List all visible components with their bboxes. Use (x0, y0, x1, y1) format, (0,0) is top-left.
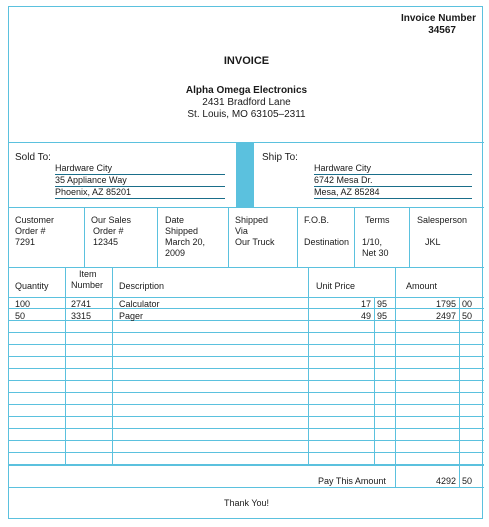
grid-line (409, 207, 410, 267)
customer-order-cell (15, 215, 54, 248)
terms-value: Net 30 (362, 248, 389, 258)
col-header-description: Description (119, 281, 165, 291)
ship-to-line: 6742 Mesa Dr. (314, 175, 472, 187)
grid-line (308, 267, 309, 465)
shipped-via-value: Our Truck (235, 237, 275, 247)
divider (9, 465, 484, 466)
col-header-unit-price: Unit Price (316, 281, 356, 291)
divider (9, 267, 484, 268)
item-unit-dollars: 17 (360, 299, 371, 309)
fob-cell (304, 215, 349, 248)
terms-cell (362, 215, 390, 259)
shipped-via-label: Shipped (235, 215, 269, 225)
item-number: 2741 (71, 299, 92, 309)
sold-to-label: Sold To: (15, 152, 51, 163)
grid-line (354, 207, 355, 267)
grid-line (65, 267, 66, 465)
table-row (9, 356, 484, 357)
item-quantity: 100 (15, 299, 31, 309)
col-header-quantity: Quantity (15, 281, 49, 291)
date-shipped-value: 2009 (165, 248, 186, 258)
grid-line (112, 267, 113, 465)
date-shipped-label: Shipped (165, 226, 199, 236)
customer-order-value: 7291 (15, 237, 36, 247)
date-shipped-value: March 20, (165, 237, 206, 247)
total-cents: 50 (462, 476, 473, 486)
table-row (9, 380, 484, 381)
salesperson-label: Salesperson (417, 215, 468, 225)
company-street: 2431 Bradford Lane (202, 97, 291, 108)
col-header-item-number (71, 269, 103, 291)
ship-to-line: Mesa, AZ 85284 (314, 187, 472, 199)
divider (9, 297, 484, 298)
terms-label: Terms (365, 215, 390, 225)
grid-line (228, 207, 229, 267)
ship-to-address (314, 163, 472, 199)
sales-order-label: Order # (93, 226, 124, 236)
item-amount-cents: 50 (462, 311, 473, 321)
shipped-via-label: Via (235, 226, 248, 236)
ship-to-line: Hardware City (314, 163, 472, 175)
footer-thank-you: Thank You! (223, 498, 270, 508)
address-separator-bar (236, 142, 254, 207)
date-shipped-label: Date (165, 215, 185, 225)
grid-line (157, 207, 158, 267)
sales-order-value: 12345 (93, 237, 119, 247)
sold-to-address (55, 163, 225, 199)
total-label: Pay This Amount (318, 476, 386, 486)
salesperson-cell (417, 215, 467, 248)
total-dollars: 4292 (435, 476, 456, 486)
item-description: Pager (119, 311, 144, 321)
item-number: 3315 (71, 311, 92, 321)
invoice-document (8, 6, 483, 519)
grid-line (84, 207, 85, 267)
invoice-number: 34567 (428, 25, 456, 36)
table-row (9, 440, 484, 441)
divider (9, 487, 484, 488)
table-row (9, 452, 484, 453)
table-row (9, 368, 484, 369)
sold-to-line: Hardware City (55, 163, 225, 175)
shipped-via-cell (235, 215, 275, 248)
date-shipped-cell (165, 215, 205, 259)
item-quantity: 50 (15, 311, 26, 321)
customer-order-label: Order # (15, 226, 46, 236)
table-row (9, 404, 484, 405)
item-unit-cents: 95 (377, 299, 388, 309)
divider (9, 207, 484, 208)
table-row (9, 392, 484, 393)
company-city: St. Louis, MO 63105–2311 (187, 109, 306, 120)
item-amount-dollars: 1795 (435, 299, 456, 309)
invoice-number-label: Invoice Number (400, 13, 476, 24)
item-amount-cents: 00 (462, 299, 473, 309)
item-unit-cents: 95 (377, 311, 388, 321)
table-row (9, 416, 484, 417)
terms-value: 1/10, (362, 237, 383, 247)
sold-to-line: Phoenix, AZ 85201 (55, 187, 225, 199)
item-unit-dollars: 49 (360, 311, 371, 321)
customer-order-label: Customer (15, 215, 55, 225)
fob-value: Destination (304, 237, 350, 247)
grid-line (395, 267, 396, 487)
col-header-item: Item (79, 269, 97, 279)
sales-order-cell (91, 215, 131, 248)
item-amount-dollars: 2497 (435, 311, 456, 321)
table-row (9, 344, 484, 345)
table-row (9, 428, 484, 429)
col-header-amount: Amount (406, 281, 438, 291)
ship-to-label: Ship To: (262, 152, 298, 163)
grid-line (297, 207, 298, 267)
table-row (9, 332, 484, 333)
sold-to-line: 35 Appliance Way (55, 175, 225, 187)
col-header-number: Number (71, 280, 104, 290)
company-name: Alpha Omega Electronics (185, 85, 308, 96)
invoice-title: INVOICE (223, 55, 270, 67)
item-description: Calculator (119, 299, 160, 309)
salesperson-value: JKL (425, 237, 441, 247)
sales-order-label: Our Sales (91, 215, 132, 225)
fob-label: F.O.B. (304, 215, 330, 225)
